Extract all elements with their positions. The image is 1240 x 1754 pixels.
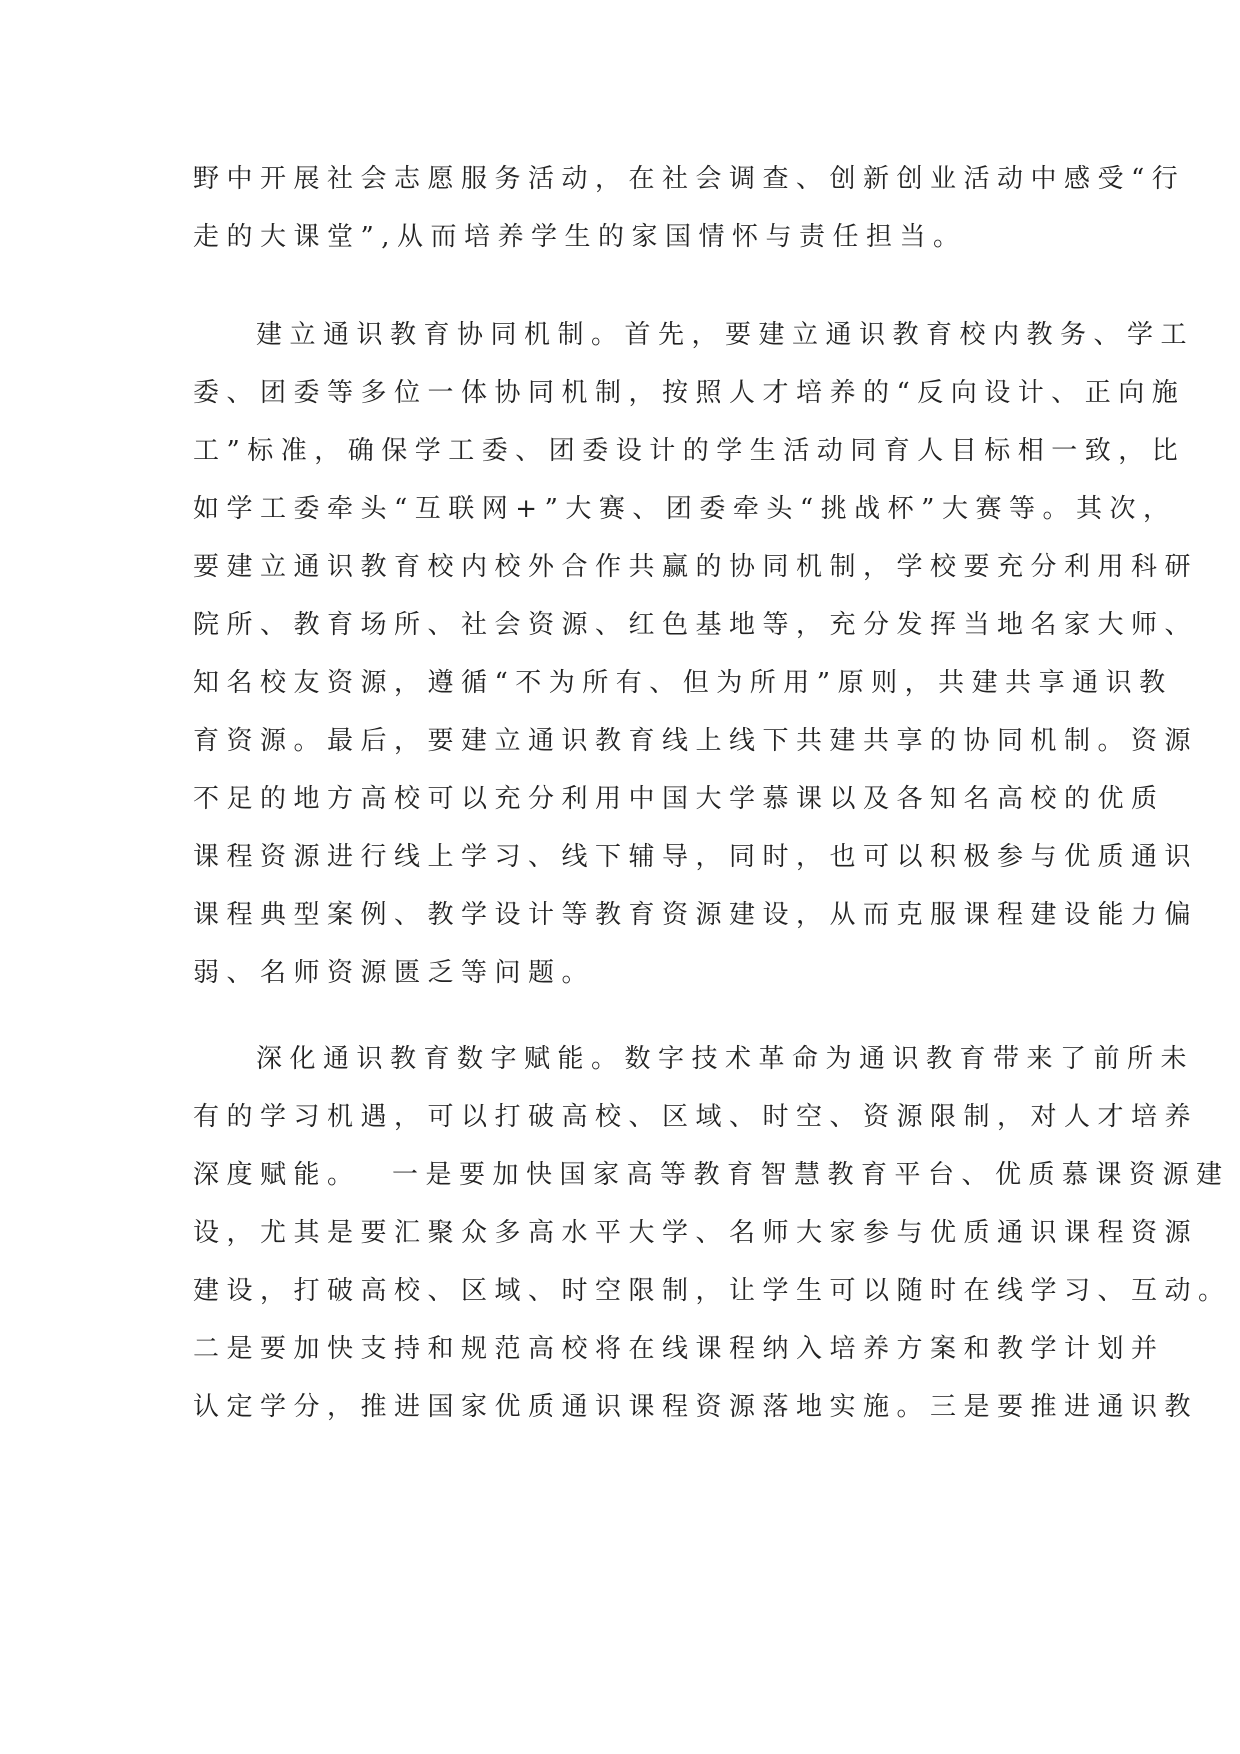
paragraph-2 bbox=[193, 306, 1199, 988]
paragraph-3 bbox=[193, 1030, 1232, 1422]
paragraph-line: 工”标准，确保学工委、团委设计的学生活动同育人目标相一致，比 bbox=[193, 436, 1186, 466]
paragraph-line: 建立通识教育协同机制。首先，要建立通识教育校内教务、学工 bbox=[193, 320, 1195, 350]
paragraph-line: 认定学分，推进国家优质通识课程资源落地实施。三是要推进通识教 bbox=[193, 1392, 1199, 1422]
paragraph-1 bbox=[193, 150, 1186, 270]
paragraph-line: 要建立通识教育校内校外合作共赢的协同机制，学校要充分利用科研 bbox=[193, 552, 1199, 582]
paragraph-line: 深度赋能。 一是要加快国家高等教育智慧教育平台、优质慕课资源建 bbox=[193, 1160, 1230, 1190]
paragraph-line: 走的大课堂”,从而培养学生的家国情怀与责任担当。 bbox=[193, 222, 967, 252]
paragraph-line: 育资源。最后，要建立通识教育线上线下共建共享的协同机制。资源 bbox=[193, 726, 1199, 756]
paragraph-line: 委、团委等多位一体协同机制，按照人才培养的“反向设计、正向施 bbox=[193, 378, 1186, 408]
paragraph-line: 不足的地方高校可以充分利用中国大学慕课以及各知名高校的优质 bbox=[193, 784, 1165, 814]
paragraph-line: 设，尤其是要汇聚众多高水平大学、名师大家参与优质通识课程资源 bbox=[193, 1218, 1199, 1248]
paragraph-line: 院所、教育场所、社会资源、红色基地等，充分发挥当地名家大师、 bbox=[193, 610, 1199, 640]
paragraph-line: 课程典型案例、教学设计等教育资源建设，从而克服课程建设能力偏 bbox=[193, 900, 1199, 930]
paragraph-line: 深化通识教育数字赋能。数字技术革命为通识教育带来了前所未 bbox=[193, 1044, 1195, 1074]
paragraph-line: 有的学习机遇，可以打破高校、区域、时空、资源限制，对人才培养 bbox=[193, 1102, 1199, 1132]
paragraph-line: 课程资源进行线上学习、线下辅导，同时，也可以积极参与优质通识 bbox=[193, 842, 1199, 872]
paragraph-line: 弱、名师资源匮乏等问题。 bbox=[193, 958, 596, 988]
paragraph-line: 建设，打破高校、区域、时空限制，让学生可以随时在线学习、互动。 bbox=[193, 1276, 1232, 1306]
paragraph-line: 如学工委牵头“互联网+”大赛、团委牵头“挑战杯”大赛等。其次， bbox=[193, 494, 1177, 524]
paragraph-line: 知名校友资源，遵循“不为所有、但为所用”原则，共建共享通识教 bbox=[193, 668, 1173, 698]
paragraph-line: 野中开展社会志愿服务活动，在社会调查、创新创业活动中感受“行 bbox=[193, 164, 1186, 194]
paragraph-line: 二是要加快支持和规范高校将在线课程纳入培养方案和教学计划并 bbox=[193, 1334, 1165, 1364]
